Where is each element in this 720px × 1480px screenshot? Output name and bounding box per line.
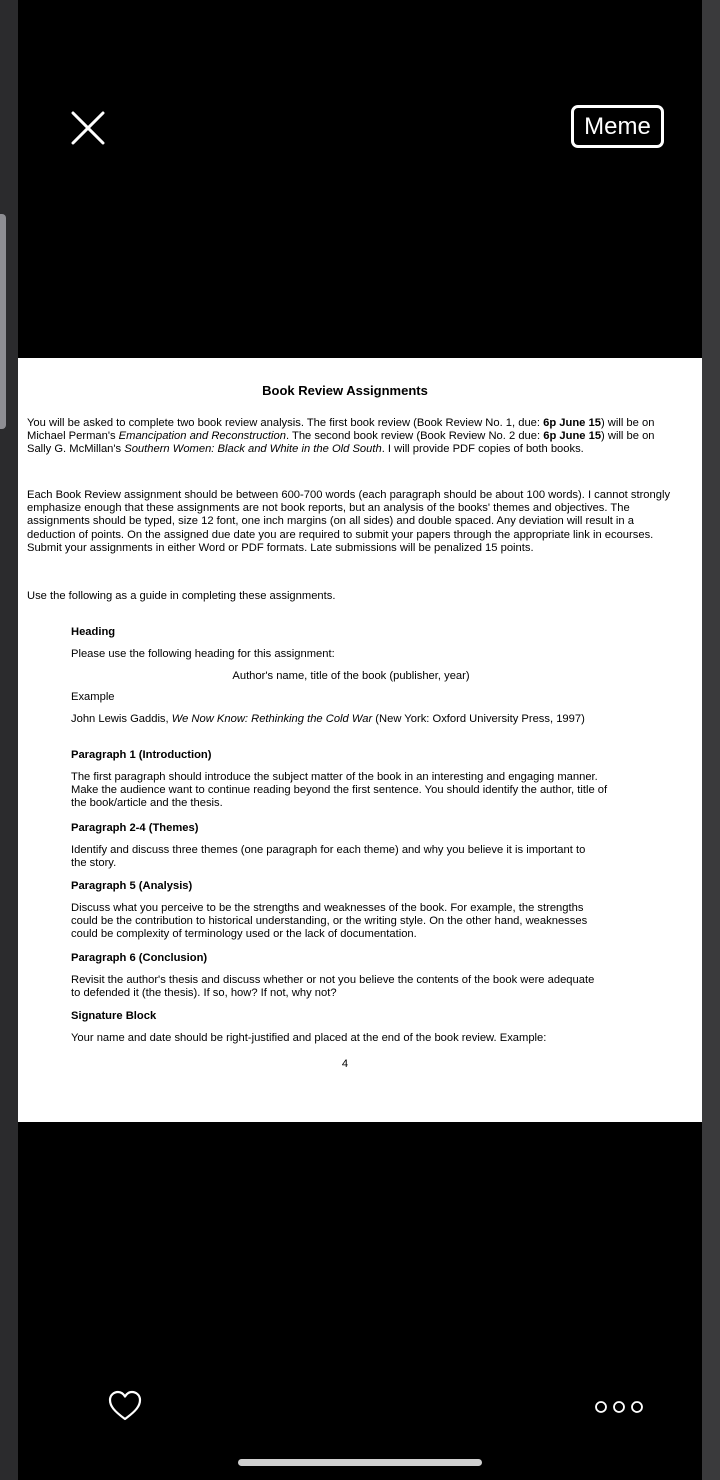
more-dots-icon — [594, 1400, 644, 1414]
section-title-3: Paragraph 5 (Analysis) — [71, 880, 193, 892]
example-label: Example — [71, 691, 115, 703]
requirements-paragraph: Each Book Review assignment should be between 600-700 words (each paragraph should be about 100 words). I cannot strongly emphasize enough that these assignments are not book reports, but an analysis of the books' themes and objectives. The assignments should be typed, size 12 font, one inch margins (on all sides) and double spaced. Any deviation will result in a deduction of points. On the assigned due date you are required to submit your papers through the appropriate link in ecourses. Submit your assignments in either Word or PDF formats. Late submissions will be penalized 15 points. — [27, 489, 671, 554]
close-button[interactable] — [68, 108, 108, 148]
side-handle[interactable] — [0, 214, 6, 429]
intro-paragraph — [27, 417, 665, 457]
intro-book-1: Emancipation and Reconstruction — [118, 430, 286, 443]
section-title-4: Paragraph 6 (Conclusion) — [71, 952, 208, 964]
intro-due-1: 6p June 15 — [543, 417, 601, 429]
heading-title: Heading — [71, 626, 116, 638]
heading-text: Please use the following heading for this assignment: — [71, 648, 335, 660]
intro-text-3: . The second book review (Book Review No. 2 due: — [285, 430, 544, 443]
example-author: John Lewis Gaddis, — [71, 713, 172, 725]
intro-text-1: You will be asked to complete two book review analysis. The first book review (Book Review No. 1, due: — [27, 417, 544, 429]
section-text-4: Revisit the author's thesis and discuss whether or not you believe the contents of the book were adequate to defended it (the thesis). If so, how? If not, why not? — [71, 974, 595, 1000]
example-publisher: (New York: Oxford University Press, 1997) — [372, 713, 585, 725]
heart-icon — [108, 1390, 142, 1422]
close-icon — [68, 108, 108, 148]
intro-text-2: ) will be on Michael Perman's — [27, 417, 655, 443]
guide-intro: Use the following as a guide in completing these assignments. — [27, 590, 336, 602]
intro-text-4: ) will be on Sally G. McMillan's — [27, 430, 655, 456]
heading-format: Author's name, title of the book (publisher, year) — [232, 670, 470, 682]
section-text-5: Your name and date should be right-justified and placed at the end of the book review. Example: — [71, 1032, 547, 1044]
meme-button[interactable]: Meme — [571, 105, 664, 148]
section-text-3: Discuss what you perceive to be the strengths and weaknesses of the book. For example, the strengths could be the contribution to historical understanding, or the writing style. On the other hand, weaknesses could be complexity of terminology used or the lack of documentation. — [71, 902, 588, 941]
right-edge-strip — [702, 0, 720, 1480]
section-text-1: The first paragraph should introduce the subject matter of the book in an interesting and engaging manner. Make the audience want to continue reading beyond the first sentence. You should identify the author, title of the book/article and the thesis. — [71, 771, 608, 810]
like-button[interactable] — [108, 1390, 142, 1422]
intro-text-5: . I will provide PDF copies of both books. — [381, 443, 584, 456]
section-title-2: Paragraph 2-4 (Themes) — [71, 822, 199, 834]
document-image — [18, 358, 702, 1122]
example-book: We Now Know: Rethinking the Cold War — [171, 713, 373, 725]
section-title-5: Signature Block — [71, 1010, 157, 1022]
document-title: Book Review Assignments — [262, 383, 428, 398]
more-options-button[interactable] — [594, 1400, 644, 1414]
intro-due-2: 6p June 15 — [543, 430, 602, 443]
home-indicator[interactable] — [238, 1459, 482, 1466]
intro-book-2: Southern Women: Black and White in the Old South — [124, 443, 382, 456]
section-text-2: Identify and discuss three themes (one paragraph for each theme) and why you believe it is important to the story. — [71, 844, 586, 870]
example-citation — [71, 713, 591, 726]
page-number: 4 — [341, 1058, 349, 1070]
section-title-1: Paragraph 1 (Introduction) — [71, 749, 212, 761]
